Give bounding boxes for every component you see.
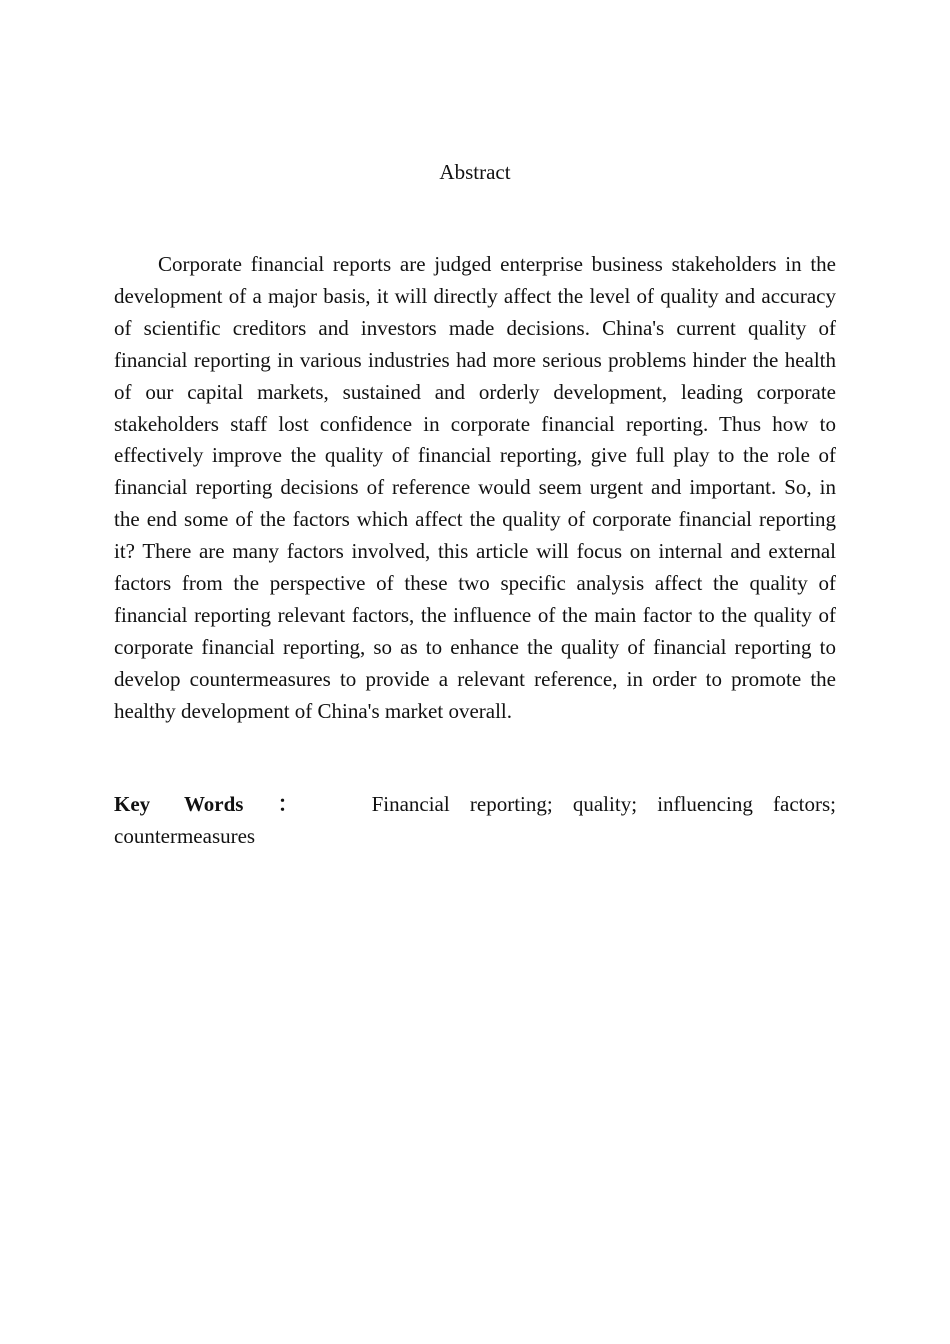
keywords-line (114, 789, 836, 853)
abstract-body: Corporate financial reports are judged enterprise business stakeholders in the development of a major basis, it will directly affect the level of quality and accuracy of scientific creditors and investors made decisions. China's current quality of financial reporting in various industries had more serious problems hinder the health of our capital markets, sustained and orderly development, leading corporate stakeholders staff lost confidence in corporate financial reporting. Thus how to effectively improve the quality of financial reporting, give full play to the role of financial reporting decisions of reference would seem urgent and important. So, in the end some of the factors which affect the quality of corporate financial reporting it? There are many factors involved, this article will focus on internal and external factors from the perspective of these two specific analysis affect the quality of financial reporting relevant factors, the influence of the main factor to the quality of corporate financial reporting, so as to enhance the quality of financial reporting to develop countermeasures to provide a relevant reference, in order to promote the healthy development of China's market overall. (114, 252, 836, 723)
keywords-label: Key Words ： (114, 792, 314, 816)
keywords-value: Financial reporting; quality; influencing factors; countermeasures (114, 792, 836, 848)
abstract-title: Abstract (439, 160, 511, 184)
